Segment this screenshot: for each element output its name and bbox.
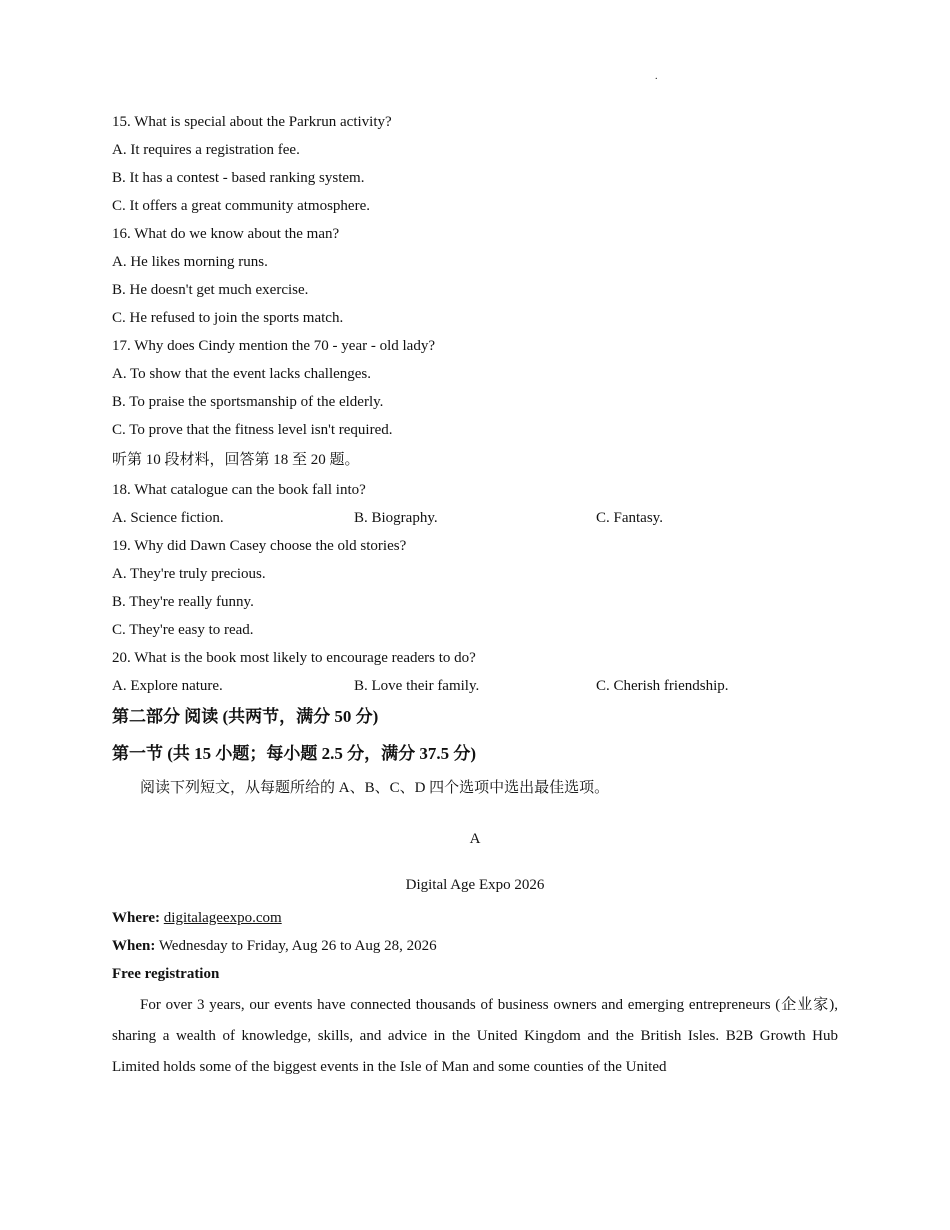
q17-option-a: A. To show that the event lacks challenges. <box>112 366 372 382</box>
when-row <box>112 936 437 956</box>
q18-option-a: A. Science fiction. <box>112 510 224 526</box>
q15-option-b: B. It has a contest - based ranking system. <box>112 170 365 186</box>
when-label: When: <box>112 938 156 954</box>
section-one-title: 第一节 (共 15 小题；每小题 2.5 分，满分 37.5 分) <box>112 744 477 763</box>
free-registration-label: Free registration <box>112 966 220 982</box>
passage-title: Digital Age Expo 2026 <box>405 877 545 893</box>
q18-option-c: C. Fantasy. <box>596 510 663 526</box>
q19-option-b: B. They're really funny. <box>112 594 254 610</box>
q16-option-a: A. He likes morning runs. <box>112 254 268 270</box>
q19-option-a: A. They're truly precious. <box>112 566 266 582</box>
q16-option-c: C. He refused to join the sports match. <box>112 310 344 326</box>
where-row <box>112 908 282 928</box>
q20-option-b: B. Love their family. <box>354 678 480 694</box>
expo-website-link[interactable]: digitalageexpo.com <box>163 910 282 926</box>
passage-letter: A <box>469 831 481 847</box>
question-19: 19. Why did Dawn Casey choose the old stories? <box>112 538 407 554</box>
part-two-title: 第二部分 阅读 (共两节，满分 50 分) <box>112 707 379 726</box>
q17-option-c: C. To prove that the fitness level isn't required. <box>112 422 393 438</box>
q20-option-a: A. Explore nature. <box>112 678 223 694</box>
q18-option-b: B. Biography. <box>354 510 438 526</box>
question-15: 15. What is special about the Parkrun activity? <box>112 114 392 130</box>
when-value: Wednesday to Friday, Aug 26 to Aug 28, 2026 <box>158 938 437 954</box>
reading-instruction: 阅读下列短文，从每题所给的 A、B、C、D 四个选项中选出最佳选项。 <box>140 780 610 796</box>
q19-option-c: C. They're easy to read. <box>112 622 254 638</box>
passage-paragraph: For over 3 years, our events have connected thousands of business owners and emerging entrepreneurs (企业家), sharing a wealth of knowledge, skills, and advice in the United Kingdom and the British Isles. B2B Growth Hub Limited holds some of the biggest events in the Isle of Man and some counties of the United <box>112 997 838 1075</box>
q16-option-b: B. He doesn't get much exercise. <box>112 282 309 298</box>
question-16: 16. What do we know about the man? <box>112 226 340 242</box>
q17-option-b: B. To praise the sportsmanship of the elderly. <box>112 394 384 410</box>
q15-option-c: C. It offers a great community atmosphere. <box>112 198 370 214</box>
material-10-instruction: 听第 10 段材料，回答第 18 至 20 题。 <box>112 452 360 468</box>
question-17: 17. Why does Cindy mention the 70 - year - old lady? <box>112 338 435 354</box>
question-18: 18. What catalogue can the book fall into? <box>112 482 366 498</box>
q20-option-c: C. Cherish friendship. <box>596 678 729 694</box>
q15-option-a: A. It requires a registration fee. <box>112 142 300 158</box>
where-label: Where: <box>112 910 161 926</box>
question-20: 20. What is the book most likely to encourage readers to do? <box>112 650 476 666</box>
header-mark: . <box>655 71 658 82</box>
